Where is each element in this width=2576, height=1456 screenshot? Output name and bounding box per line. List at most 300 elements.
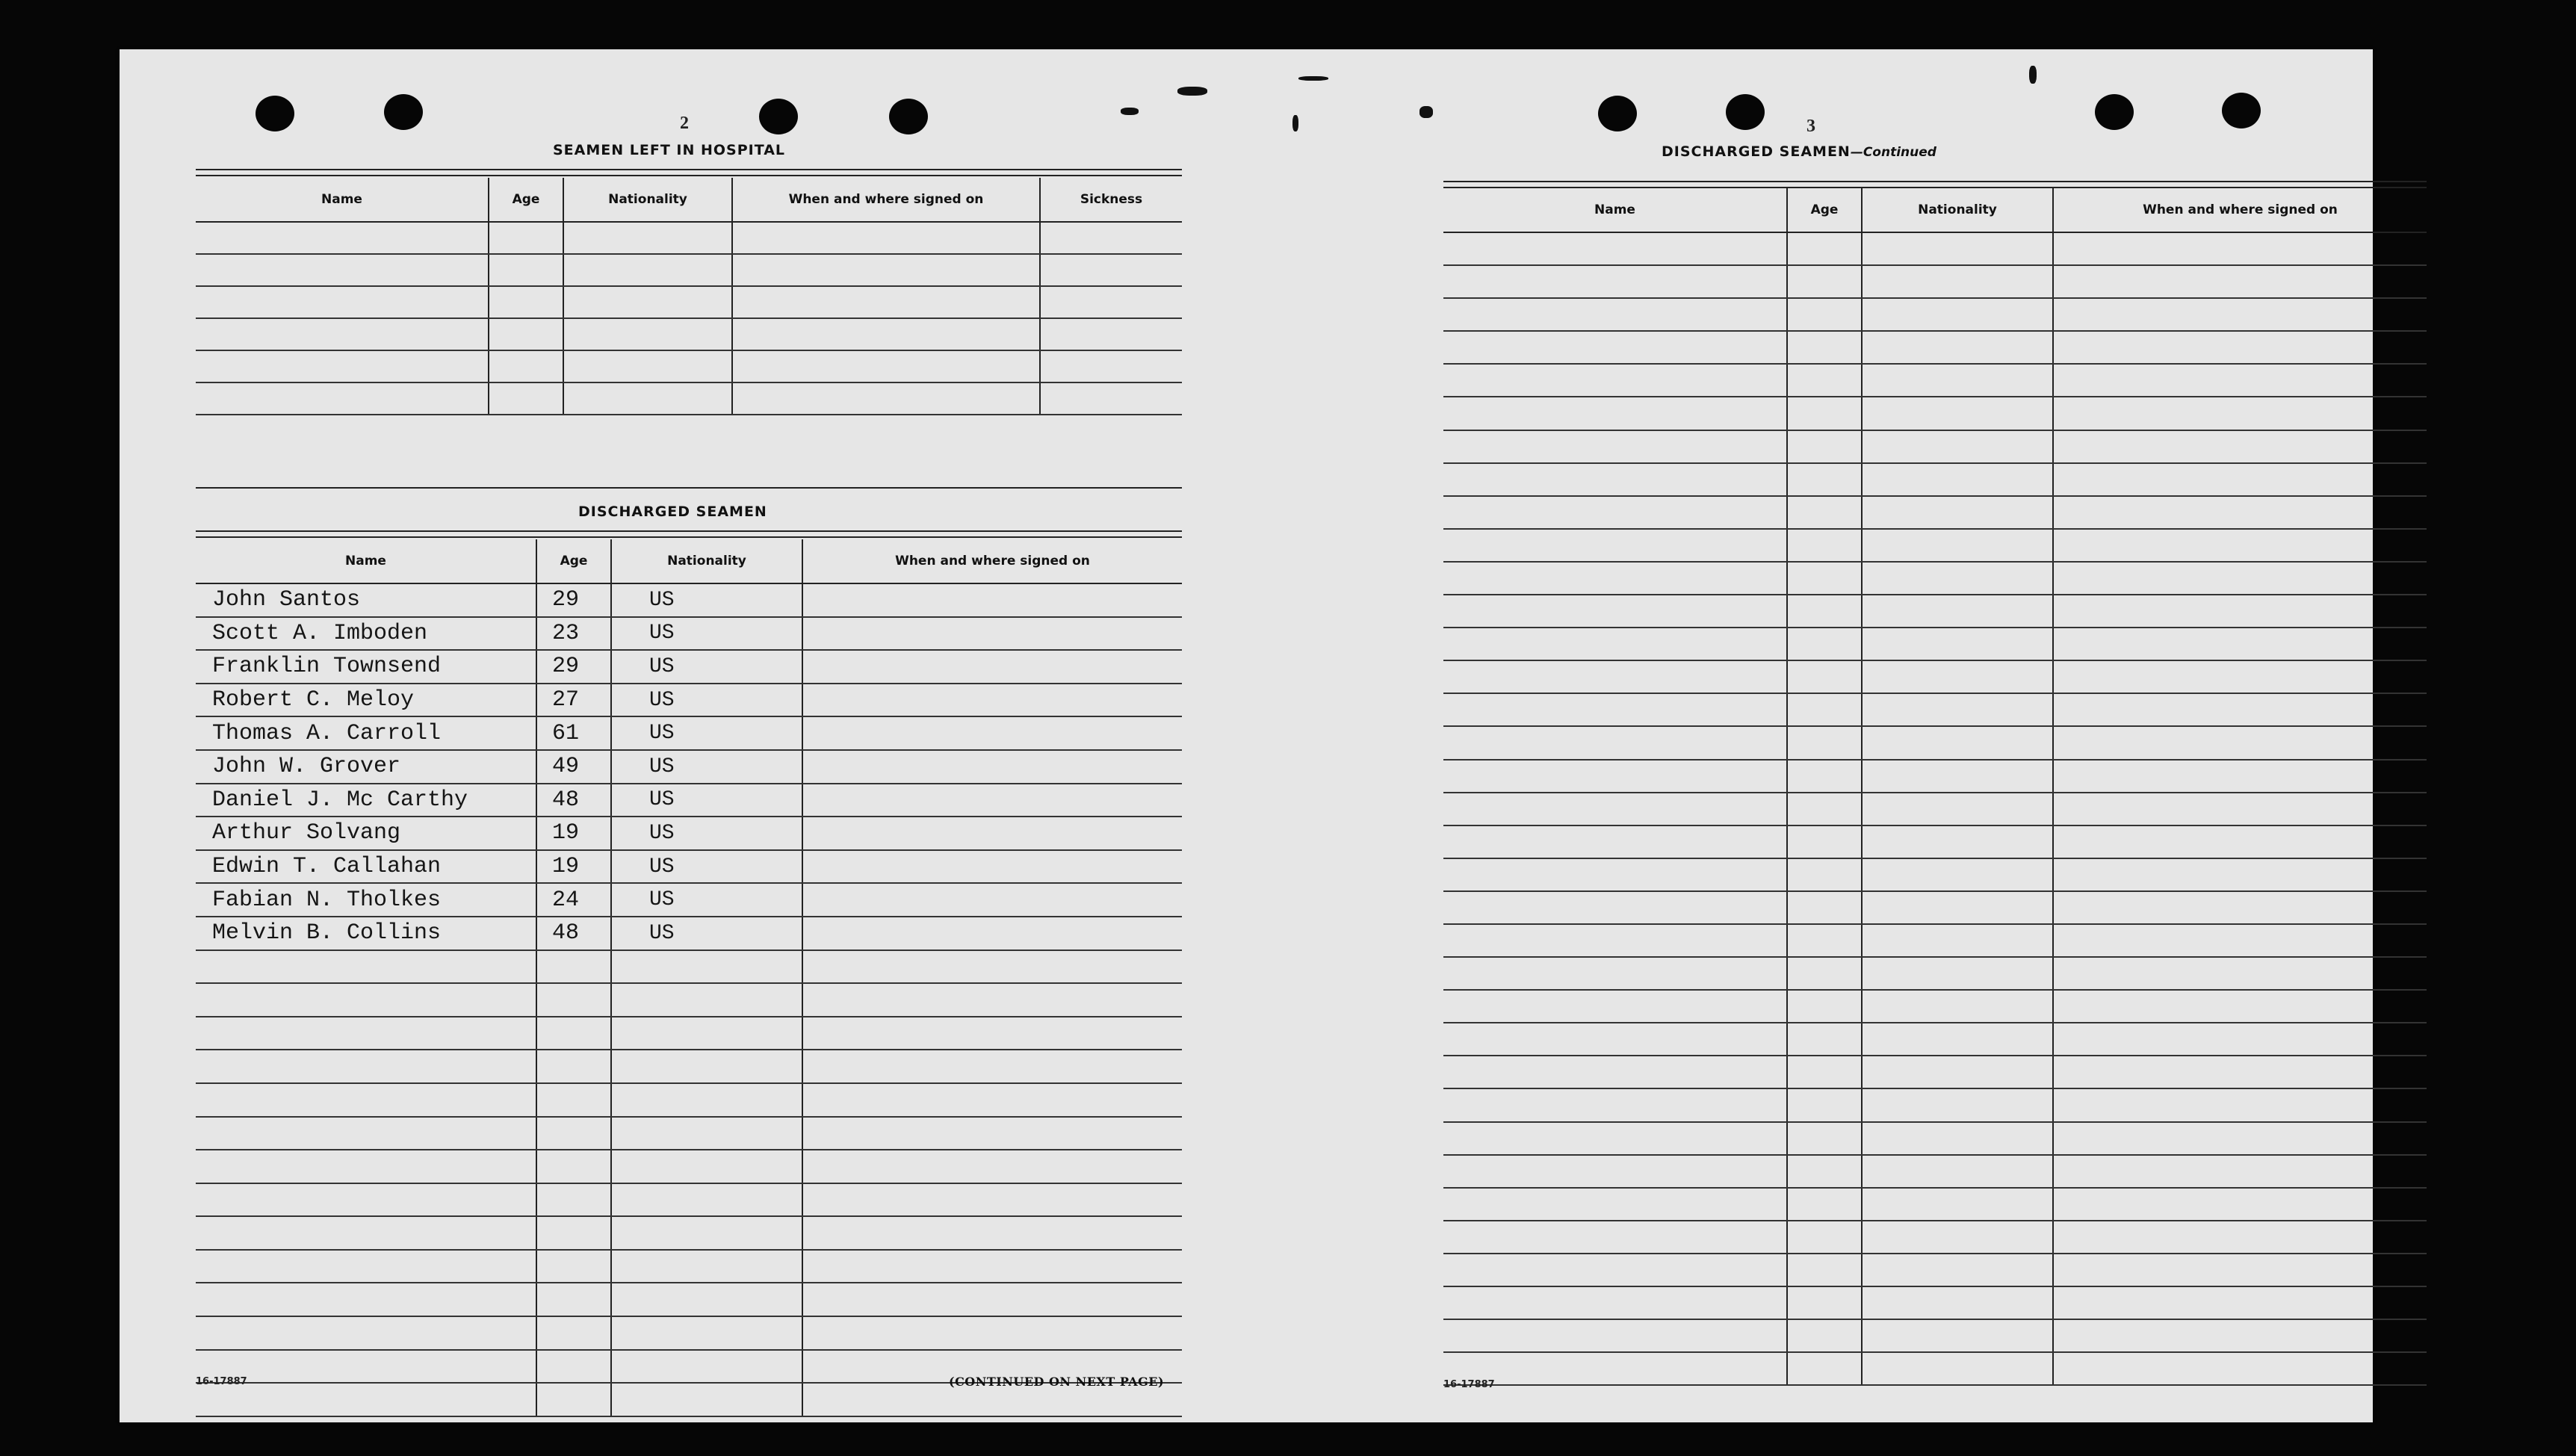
name-cell	[1443, 496, 1787, 529]
nationality-cell: US	[611, 750, 802, 784]
table-row	[196, 350, 1182, 382]
double-rule	[1443, 181, 2427, 188]
punch-hole	[256, 96, 294, 131]
nationality-cell	[1862, 265, 2053, 298]
signed-on-cell	[2053, 331, 2427, 364]
nationality-cell	[611, 1383, 802, 1416]
nationality-cell	[1862, 1023, 2053, 1056]
age-cell	[536, 950, 611, 984]
column-header-nationality: Nationality	[611, 539, 802, 583]
name-cell	[1443, 430, 1787, 463]
name-cell	[1443, 1352, 1787, 1385]
age-cell: 29	[536, 650, 611, 684]
title-suffix: —Continued	[1850, 145, 1936, 160]
age-cell: 29	[536, 583, 611, 617]
table-row	[1443, 1056, 2427, 1088]
table-row	[1443, 726, 2427, 759]
name-cell	[1443, 1319, 1787, 1352]
scan-speck	[1292, 115, 1298, 131]
signed-on-cell	[2053, 858, 2427, 891]
age-cell	[1787, 1155, 1862, 1188]
table-row	[196, 1117, 1182, 1150]
age-cell	[1787, 1319, 1862, 1352]
name-cell	[196, 1316, 536, 1350]
column-header-nationality: Nationality	[1862, 188, 2053, 232]
column-header-name: Name	[196, 539, 536, 583]
name-cell	[1443, 232, 1787, 265]
nationality-cell	[1862, 891, 2053, 924]
name-cell: John Santos	[196, 583, 536, 617]
signed-on-cell	[802, 1117, 1182, 1150]
signed-on-cell	[2053, 660, 2427, 693]
age-cell: 24	[536, 883, 611, 917]
name-cell	[1443, 397, 1787, 430]
age-cell	[1787, 1221, 1862, 1254]
column-header-signed-on: When and where signed on	[2053, 188, 2427, 232]
punch-hole	[2095, 94, 2134, 130]
punch-hole	[384, 94, 423, 130]
name-cell	[196, 350, 489, 382]
name-cell	[196, 318, 489, 350]
age-cell: 27	[536, 684, 611, 717]
signed-on-cell	[802, 883, 1182, 917]
table-row	[1443, 364, 2427, 397]
signed-on-cell	[802, 1316, 1182, 1350]
nationality-cell	[1862, 1122, 2053, 1155]
name-cell	[1443, 331, 1787, 364]
table-row	[1443, 924, 2427, 957]
age-cell	[536, 1216, 611, 1250]
age-cell	[536, 1050, 611, 1083]
nationality-cell	[611, 1117, 802, 1150]
table-row	[196, 1283, 1182, 1316]
name-cell	[1443, 660, 1787, 693]
nationality-cell	[1862, 298, 2053, 331]
name-cell	[1443, 1023, 1787, 1056]
age-cell	[1787, 760, 1862, 793]
table-row	[1443, 1254, 2427, 1286]
discharged-continued-title	[1662, 143, 1936, 160]
nationality-cell: US	[611, 650, 802, 684]
nationality-cell	[611, 1083, 802, 1117]
scan-speck	[1298, 76, 1328, 81]
nationality-cell	[611, 1316, 802, 1350]
signed-on-cell	[2053, 1023, 2427, 1056]
sickness-cell	[1040, 254, 1182, 286]
age-cell	[1787, 1122, 1862, 1155]
nationality-cell: US	[611, 784, 802, 817]
table-row	[196, 222, 1182, 254]
name-cell	[1443, 1122, 1787, 1155]
table-row	[196, 382, 1182, 415]
age-cell	[536, 1150, 611, 1183]
nationality-cell	[1862, 562, 2053, 595]
signed-on-cell	[802, 684, 1182, 717]
age-cell: 48	[536, 917, 611, 950]
age-cell	[1787, 1254, 1862, 1286]
nationality-cell	[1862, 628, 2053, 660]
table-row	[1443, 858, 2427, 891]
signed-on-cell	[802, 1250, 1182, 1283]
sickness-cell	[1040, 318, 1182, 350]
document-sheet	[120, 49, 2373, 1422]
nationality-cell	[563, 350, 732, 382]
name-cell	[1443, 957, 1787, 990]
name-cell: Fabian N. Tholkes	[196, 883, 536, 917]
age-cell	[1787, 693, 1862, 726]
age-cell	[1787, 1023, 1862, 1056]
age-cell	[536, 1117, 611, 1150]
scan-speck	[1177, 87, 1207, 96]
signed-on-cell	[802, 983, 1182, 1017]
table-row	[196, 883, 1182, 917]
nationality-cell	[611, 1150, 802, 1183]
column-header-sickness: Sickness	[1040, 178, 1182, 222]
signed-on-cell	[2053, 1254, 2427, 1286]
nationality-cell: US	[611, 817, 802, 850]
sickness-cell	[1040, 222, 1182, 254]
nationality-cell: US	[611, 684, 802, 717]
age-cell	[1787, 298, 1862, 331]
nationality-cell	[1862, 660, 2053, 693]
name-cell: Daniel J. Mc Carthy	[196, 784, 536, 817]
table-row	[196, 817, 1182, 850]
signed-on-cell	[802, 750, 1182, 784]
name-cell	[196, 1017, 536, 1050]
name-cell	[196, 1216, 536, 1250]
table-row	[196, 318, 1182, 350]
table-row	[1443, 298, 2427, 331]
nationality-cell	[1862, 1088, 2053, 1121]
signed-on-cell	[802, 583, 1182, 617]
age-cell	[489, 350, 563, 382]
table-row	[196, 617, 1182, 651]
signed-on-cell	[802, 817, 1182, 850]
signed-on-cell	[2053, 496, 2427, 529]
name-cell	[1443, 364, 1787, 397]
table-row	[1443, 1286, 2427, 1319]
name-cell	[1443, 1188, 1787, 1221]
age-cell	[1787, 529, 1862, 562]
age-cell	[1787, 726, 1862, 759]
age-cell	[489, 254, 563, 286]
name-cell	[196, 1050, 536, 1083]
name-cell: John W. Grover	[196, 750, 536, 784]
nationality-cell	[1862, 760, 2053, 793]
nationality-cell	[1862, 430, 2053, 463]
name-cell	[1443, 298, 1787, 331]
punch-hole	[1726, 94, 1765, 130]
form-code: 16-17887	[196, 1376, 247, 1387]
name-cell	[1443, 990, 1787, 1023]
name-cell	[1443, 760, 1787, 793]
table-row	[196, 917, 1182, 950]
signed-on-cell	[732, 286, 1040, 318]
table-row	[196, 650, 1182, 684]
nationality-cell	[1862, 957, 2053, 990]
signed-on-cell	[802, 850, 1182, 884]
signed-on-cell	[2053, 265, 2427, 298]
table-row	[1443, 232, 2427, 265]
name-cell	[1443, 628, 1787, 660]
age-cell: 49	[536, 750, 611, 784]
age-cell	[1787, 430, 1862, 463]
table-row	[1443, 1023, 2427, 1056]
table-row	[1443, 331, 2427, 364]
name-cell	[1443, 1286, 1787, 1319]
table-header-row	[1443, 188, 2427, 232]
name-cell	[1443, 693, 1787, 726]
nationality-cell	[611, 950, 802, 984]
signed-on-cell	[2053, 298, 2427, 331]
signed-on-cell	[2053, 760, 2427, 793]
signed-on-cell	[732, 254, 1040, 286]
signed-on-cell	[802, 1183, 1182, 1217]
table-row	[1443, 1221, 2427, 1254]
nationality-cell	[1862, 1286, 2053, 1319]
age-cell	[1787, 957, 1862, 990]
table-row	[196, 684, 1182, 717]
age-cell	[1787, 793, 1862, 825]
discharged-table	[196, 539, 1182, 1417]
nationality-cell	[1862, 924, 2053, 957]
punch-hole	[759, 99, 798, 134]
table-row	[196, 286, 1182, 318]
age-cell	[536, 1017, 611, 1050]
table-row	[1443, 397, 2427, 430]
continued-note: (CONTINUED ON NEXT PAGE)	[949, 1375, 1165, 1389]
punch-hole	[889, 99, 928, 134]
table-row	[1443, 265, 2427, 298]
name-cell	[196, 1150, 536, 1183]
table-row	[1443, 1188, 2427, 1221]
nationality-cell	[611, 983, 802, 1017]
signed-on-cell	[2053, 693, 2427, 726]
age-cell: 61	[536, 716, 611, 750]
signed-on-cell	[802, 650, 1182, 684]
age-cell: 19	[536, 817, 611, 850]
signed-on-cell	[2053, 562, 2427, 595]
table-row	[1443, 990, 2427, 1023]
age-cell	[1787, 463, 1862, 496]
name-cell	[196, 382, 489, 415]
age-cell	[1787, 1286, 1862, 1319]
age-cell	[1787, 990, 1862, 1023]
age-cell	[1787, 628, 1862, 660]
name-cell	[196, 1183, 536, 1217]
table-row	[196, 850, 1182, 884]
table-row	[1443, 793, 2427, 825]
scan-speck	[1121, 108, 1139, 115]
table-row	[1443, 562, 2427, 595]
signed-on-cell	[2053, 364, 2427, 397]
age-cell	[1787, 265, 1862, 298]
nationality-cell	[1862, 990, 2053, 1023]
age-cell: 19	[536, 850, 611, 884]
table-row	[1443, 496, 2427, 529]
table-row	[1443, 529, 2427, 562]
page-number: 3	[1806, 117, 1815, 136]
sickness-cell	[1040, 286, 1182, 318]
table-row	[1443, 760, 2427, 793]
signed-on-cell	[2053, 595, 2427, 628]
nationality-cell	[563, 318, 732, 350]
name-cell	[196, 286, 489, 318]
table-row	[196, 716, 1182, 750]
signed-on-cell	[2053, 1221, 2427, 1254]
nationality-cell	[1862, 1221, 2053, 1254]
nationality-cell	[1862, 529, 2053, 562]
age-cell	[1787, 232, 1862, 265]
age-cell	[1787, 891, 1862, 924]
signed-on-cell	[732, 350, 1040, 382]
column-header-age: Age	[1787, 188, 1862, 232]
signed-on-cell	[2053, 232, 2427, 265]
signed-on-cell	[2053, 628, 2427, 660]
table-row	[1443, 693, 2427, 726]
name-cell	[196, 983, 536, 1017]
signed-on-cell	[2053, 1155, 2427, 1188]
signed-on-cell	[802, 716, 1182, 750]
table-row	[1443, 1155, 2427, 1188]
double-rule	[196, 487, 1182, 489]
name-cell: Franklin Townsend	[196, 650, 536, 684]
table-row	[196, 750, 1182, 784]
table-row	[1443, 660, 2427, 693]
nationality-cell	[611, 1216, 802, 1250]
nationality-cell	[1862, 1155, 2053, 1188]
scan-speck	[2029, 66, 2037, 84]
column-header-name: Name	[196, 178, 489, 222]
nationality-cell	[1862, 496, 2053, 529]
age-cell	[1787, 331, 1862, 364]
age-cell	[489, 318, 563, 350]
age-cell	[1787, 825, 1862, 858]
table-row	[1443, 463, 2427, 496]
age-cell	[1787, 858, 1862, 891]
age-cell	[536, 983, 611, 1017]
signed-on-cell	[2053, 1088, 2427, 1121]
nationality-cell: US	[611, 917, 802, 950]
signed-on-cell	[2053, 924, 2427, 957]
name-cell	[1443, 793, 1787, 825]
nationality-cell	[1862, 397, 2053, 430]
signed-on-cell	[2053, 1056, 2427, 1088]
column-header-name: Name	[1443, 188, 1787, 232]
nationality-cell	[1862, 858, 2053, 891]
sickness-cell	[1040, 382, 1182, 415]
table-row	[1443, 1122, 2427, 1155]
page-number: 2	[680, 114, 689, 133]
name-cell	[1443, 529, 1787, 562]
column-header-signed-on: When and where signed on	[732, 178, 1040, 222]
signed-on-cell	[802, 1216, 1182, 1250]
age-cell: 23	[536, 617, 611, 651]
table-row	[1443, 628, 2427, 660]
table-row	[196, 1216, 1182, 1250]
table-row	[1443, 595, 2427, 628]
nationality-cell	[611, 1017, 802, 1050]
table-row	[196, 1250, 1182, 1283]
discharged-section-title: DISCHARGED SEAMEN	[578, 504, 767, 520]
nationality-cell	[1862, 726, 2053, 759]
age-cell	[1787, 595, 1862, 628]
name-cell	[1443, 265, 1787, 298]
age-cell	[536, 1383, 611, 1416]
name-cell	[1443, 463, 1787, 496]
nationality-cell	[611, 1350, 802, 1384]
signed-on-cell	[2053, 891, 2427, 924]
age-cell	[536, 1283, 611, 1316]
name-cell: Arthur Solvang	[196, 817, 536, 850]
table-row	[1443, 891, 2427, 924]
signed-on-cell	[2053, 463, 2427, 496]
nationality-cell	[563, 254, 732, 286]
nationality-cell	[563, 382, 732, 415]
table-row	[196, 583, 1182, 617]
name-cell	[1443, 1088, 1787, 1121]
signed-on-cell	[802, 1150, 1182, 1183]
scan-speck	[1419, 106, 1433, 118]
nationality-cell: US	[611, 617, 802, 651]
nationality-cell	[1862, 364, 2053, 397]
table-header-row	[196, 178, 1182, 222]
signed-on-cell	[2053, 529, 2427, 562]
signed-on-cell	[802, 784, 1182, 817]
age-cell	[1787, 660, 1862, 693]
name-cell	[1443, 726, 1787, 759]
name-cell	[196, 1283, 536, 1316]
nationality-cell	[1862, 825, 2053, 858]
nationality-cell	[611, 1250, 802, 1283]
form-code: 16-17887	[1443, 1379, 1495, 1390]
signed-on-cell	[2053, 957, 2427, 990]
age-cell	[489, 382, 563, 415]
signed-on-cell	[802, 950, 1182, 984]
name-cell	[1443, 1254, 1787, 1286]
signed-on-cell	[732, 318, 1040, 350]
name-cell	[196, 1383, 536, 1416]
table-row	[1443, 1352, 2427, 1385]
nationality-cell: US	[611, 716, 802, 750]
age-cell	[1787, 562, 1862, 595]
age-cell	[536, 1350, 611, 1384]
nationality-cell	[1862, 232, 2053, 265]
nationality-cell	[611, 1050, 802, 1083]
nationality-cell	[611, 1283, 802, 1316]
signed-on-cell	[732, 382, 1040, 415]
nationality-cell	[1862, 1352, 2053, 1385]
nationality-cell	[1862, 1056, 2053, 1088]
age-cell	[1787, 364, 1862, 397]
signed-on-cell	[802, 1083, 1182, 1117]
double-rule	[196, 169, 1182, 176]
name-cell	[196, 222, 489, 254]
nationality-cell	[1862, 595, 2053, 628]
name-cell	[196, 254, 489, 286]
table-row	[1443, 825, 2427, 858]
age-cell	[536, 1250, 611, 1283]
signed-on-cell	[2053, 793, 2427, 825]
name-cell	[1443, 825, 1787, 858]
signed-on-cell	[802, 1283, 1182, 1316]
age-cell	[1787, 1056, 1862, 1088]
name-cell: Robert C. Meloy	[196, 684, 536, 717]
double-rule	[196, 530, 1182, 538]
punch-hole	[1598, 96, 1637, 131]
signed-on-cell	[2053, 1122, 2427, 1155]
nationality-cell	[1862, 693, 2053, 726]
